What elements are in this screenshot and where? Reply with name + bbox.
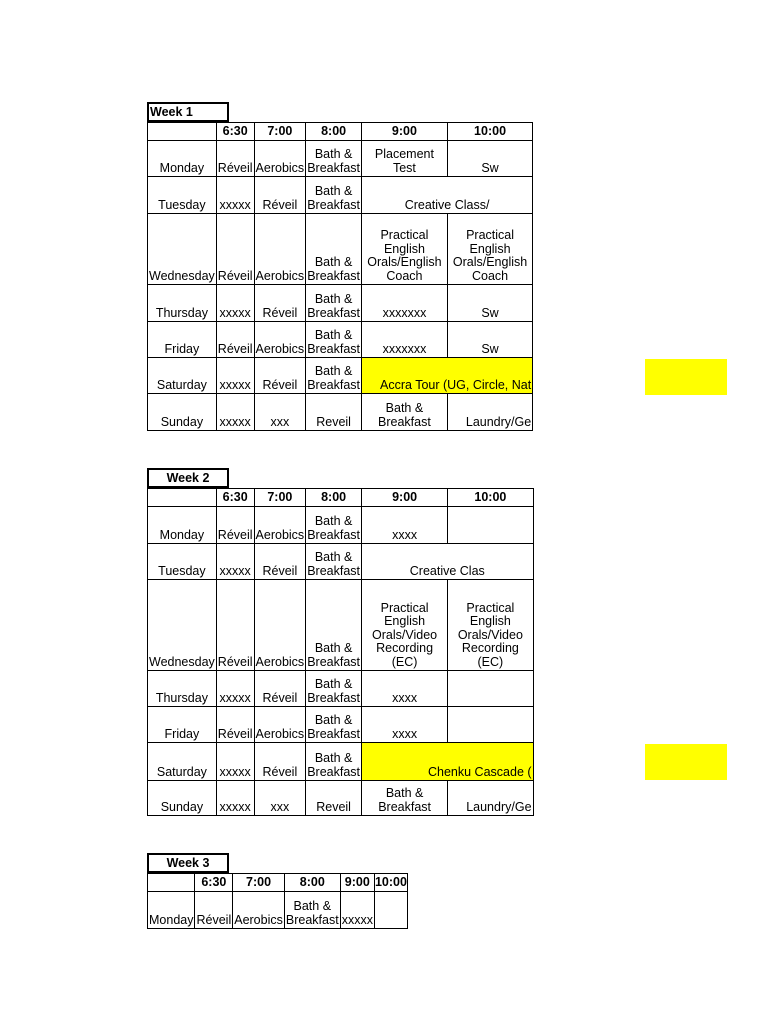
slot-cell-spill: Laundry/Ge [447,394,532,431]
slot-cell: Réveil [195,892,233,929]
schedule-table [147,873,408,929]
corner-cell [148,489,217,507]
day-row-tuesday [148,177,533,214]
slot-cell: Réveil [216,141,254,177]
slot-cell: xxxxxxx [362,285,448,322]
time-header: 7:00 [254,123,306,141]
day-cell: Saturday [148,743,217,781]
time-header: 9:00 [362,489,448,507]
slot-cell: Réveil [254,671,306,707]
slot-cell: Bath & Breakfast [306,507,362,544]
slot-cell: Aerobics [233,892,285,929]
slot-cell: xxxx [362,707,448,743]
day-cell: Wednesday [148,580,217,671]
slot-cell: Bath & Breakfast [362,394,448,431]
slot-cell: Aerobics [254,322,306,358]
slot-cell: Réveil [254,358,306,394]
day-row-sunday [148,781,534,816]
corner-cell [148,123,217,141]
slot-cell: Practical English Orals/Video Recording (EC) [362,580,448,671]
slot-cell: xxx [254,394,306,431]
slot-cell: Aerobics [254,707,306,743]
slot-cell: Réveil [216,580,254,671]
slot-cell: Réveil [216,507,254,544]
slot-cell: xxxxx [216,285,254,322]
time-header: 6:30 [216,489,254,507]
slot-cell: Bath & Breakfast [306,322,362,358]
slot-cell: Aerobics [254,580,306,671]
time-header: 10:00 [448,489,533,507]
day-row-wednesday [148,214,533,285]
day-cell: Wednesday [148,214,217,285]
time-header: 7:00 [254,489,306,507]
day-row-saturday [148,743,534,781]
day-cell: Friday [148,322,217,358]
day-row-monday [148,507,534,544]
time-header: 10:00 [374,874,407,892]
slot-cell: Réveil [254,285,306,322]
slot-cell: Aerobics [254,141,306,177]
slot-cell: Practical English Orals/English Coach [362,214,448,285]
schedule-table [147,122,533,431]
slot-cell: xxxxx [340,892,374,929]
time-header: 6:30 [216,123,254,141]
highlighted-event: Accra Tour (UG, Circle, Nat [362,358,533,394]
slot-cell: Bath & Breakfast [306,141,362,177]
time-header: 6:30 [195,874,233,892]
week-label: Week 3 [147,853,229,873]
time-header: 8:00 [284,874,340,892]
slot-cell: Bath & Breakfast [306,177,362,214]
slot-cell: Réveil [216,322,254,358]
day-cell: Tuesday [148,544,217,580]
page-clip-mask [645,0,768,1024]
day-row-monday [148,141,533,177]
slot-cell: xxxx [362,507,448,544]
slot-cell [448,707,533,743]
slot-cell: xxxxx [216,781,254,816]
slot-cell: Réveil [216,214,254,285]
day-row-thursday [148,285,533,322]
slot-cell: Practical English Orals/English Coach [447,214,532,285]
slot-cell: xxxxx [216,743,254,781]
corner-cell [148,874,195,892]
slot-cell: Aerobics [254,214,306,285]
slot-cell-spill: Creative Clas [362,544,534,580]
slot-cell: Bath & Breakfast [306,707,362,743]
slot-cell: Bath & Breakfast [284,892,340,929]
time-header: 7:00 [233,874,285,892]
day-row-saturday [148,358,533,394]
time-header-row [148,874,408,892]
day-cell: Sunday [148,394,217,431]
slot-cell: xxxxx [216,358,254,394]
day-cell: Monday [148,892,195,929]
slot-cell: xxxxx [216,671,254,707]
slot-cell: Bath & Breakfast [306,580,362,671]
day-cell: Monday [148,507,217,544]
slot-cell: Bath & Breakfast [306,214,362,285]
day-row-tuesday [148,544,534,580]
slot-cell-spill: Sw [447,285,532,322]
slot-cell: Bath & Breakfast [306,671,362,707]
slot-cell: Bath & Breakfast [306,285,362,322]
slot-cell: Aerobics [254,507,306,544]
day-row-monday [148,892,408,929]
schedule-table [147,488,534,816]
slot-cell: xxxxx [216,544,254,580]
day-row-wednesday [148,580,534,671]
time-header: 8:00 [306,123,362,141]
day-cell: Monday [148,141,217,177]
time-header-row [148,489,534,507]
slot-cell [448,671,533,707]
highlight-overflow [645,359,727,395]
slot-cell-spill: Creative Class/ [362,177,533,214]
slot-cell: Reveil [306,394,362,431]
slot-cell: Reveil [306,781,362,816]
day-row-thursday [148,671,534,707]
time-header: 10:00 [447,123,532,141]
day-cell: Saturday [148,358,217,394]
slot-cell: xxx [254,781,306,816]
time-header: 9:00 [340,874,374,892]
day-row-sunday [148,394,533,431]
day-row-friday [148,322,533,358]
day-cell: Tuesday [148,177,217,214]
day-cell: Thursday [148,285,217,322]
time-header: 8:00 [306,489,362,507]
slot-cell-spill: Laundry/Ge [448,781,533,816]
slot-cell: Réveil [254,177,306,214]
slot-cell: Bath & Breakfast [306,544,362,580]
slot-cell: Bath & Breakfast [362,781,448,816]
day-cell: Thursday [148,671,217,707]
time-header-row [148,123,533,141]
week-label: Week 1 [147,102,229,122]
slot-cell: Bath & Breakfast [306,743,362,781]
day-row-friday [148,707,534,743]
highlighted-event: Chenku Cascade ( [362,743,534,781]
slot-cell: xxxxx [216,394,254,431]
slot-cell: Bath & Breakfast [306,358,362,394]
slot-cell-spill: Sw [447,141,532,177]
slot-cell: xxxxx [216,177,254,214]
highlight-overflow [645,744,727,780]
slot-cell: xxxx [362,671,448,707]
time-header: 9:00 [362,123,448,141]
day-cell: Friday [148,707,217,743]
slot-cell: Réveil [254,544,306,580]
week-label: Week 2 [147,468,229,488]
day-cell: Sunday [148,781,217,816]
slot-cell [374,892,407,929]
slot-cell: xxxxxxx [362,322,448,358]
slot-cell: Practical English Orals/Video Recording (EC) [448,580,533,671]
slot-cell: Réveil [254,743,306,781]
slot-cell: Placement Test [362,141,448,177]
slot-cell: Réveil [216,707,254,743]
slot-cell [448,507,533,544]
slot-cell-spill: Sw [447,322,532,358]
